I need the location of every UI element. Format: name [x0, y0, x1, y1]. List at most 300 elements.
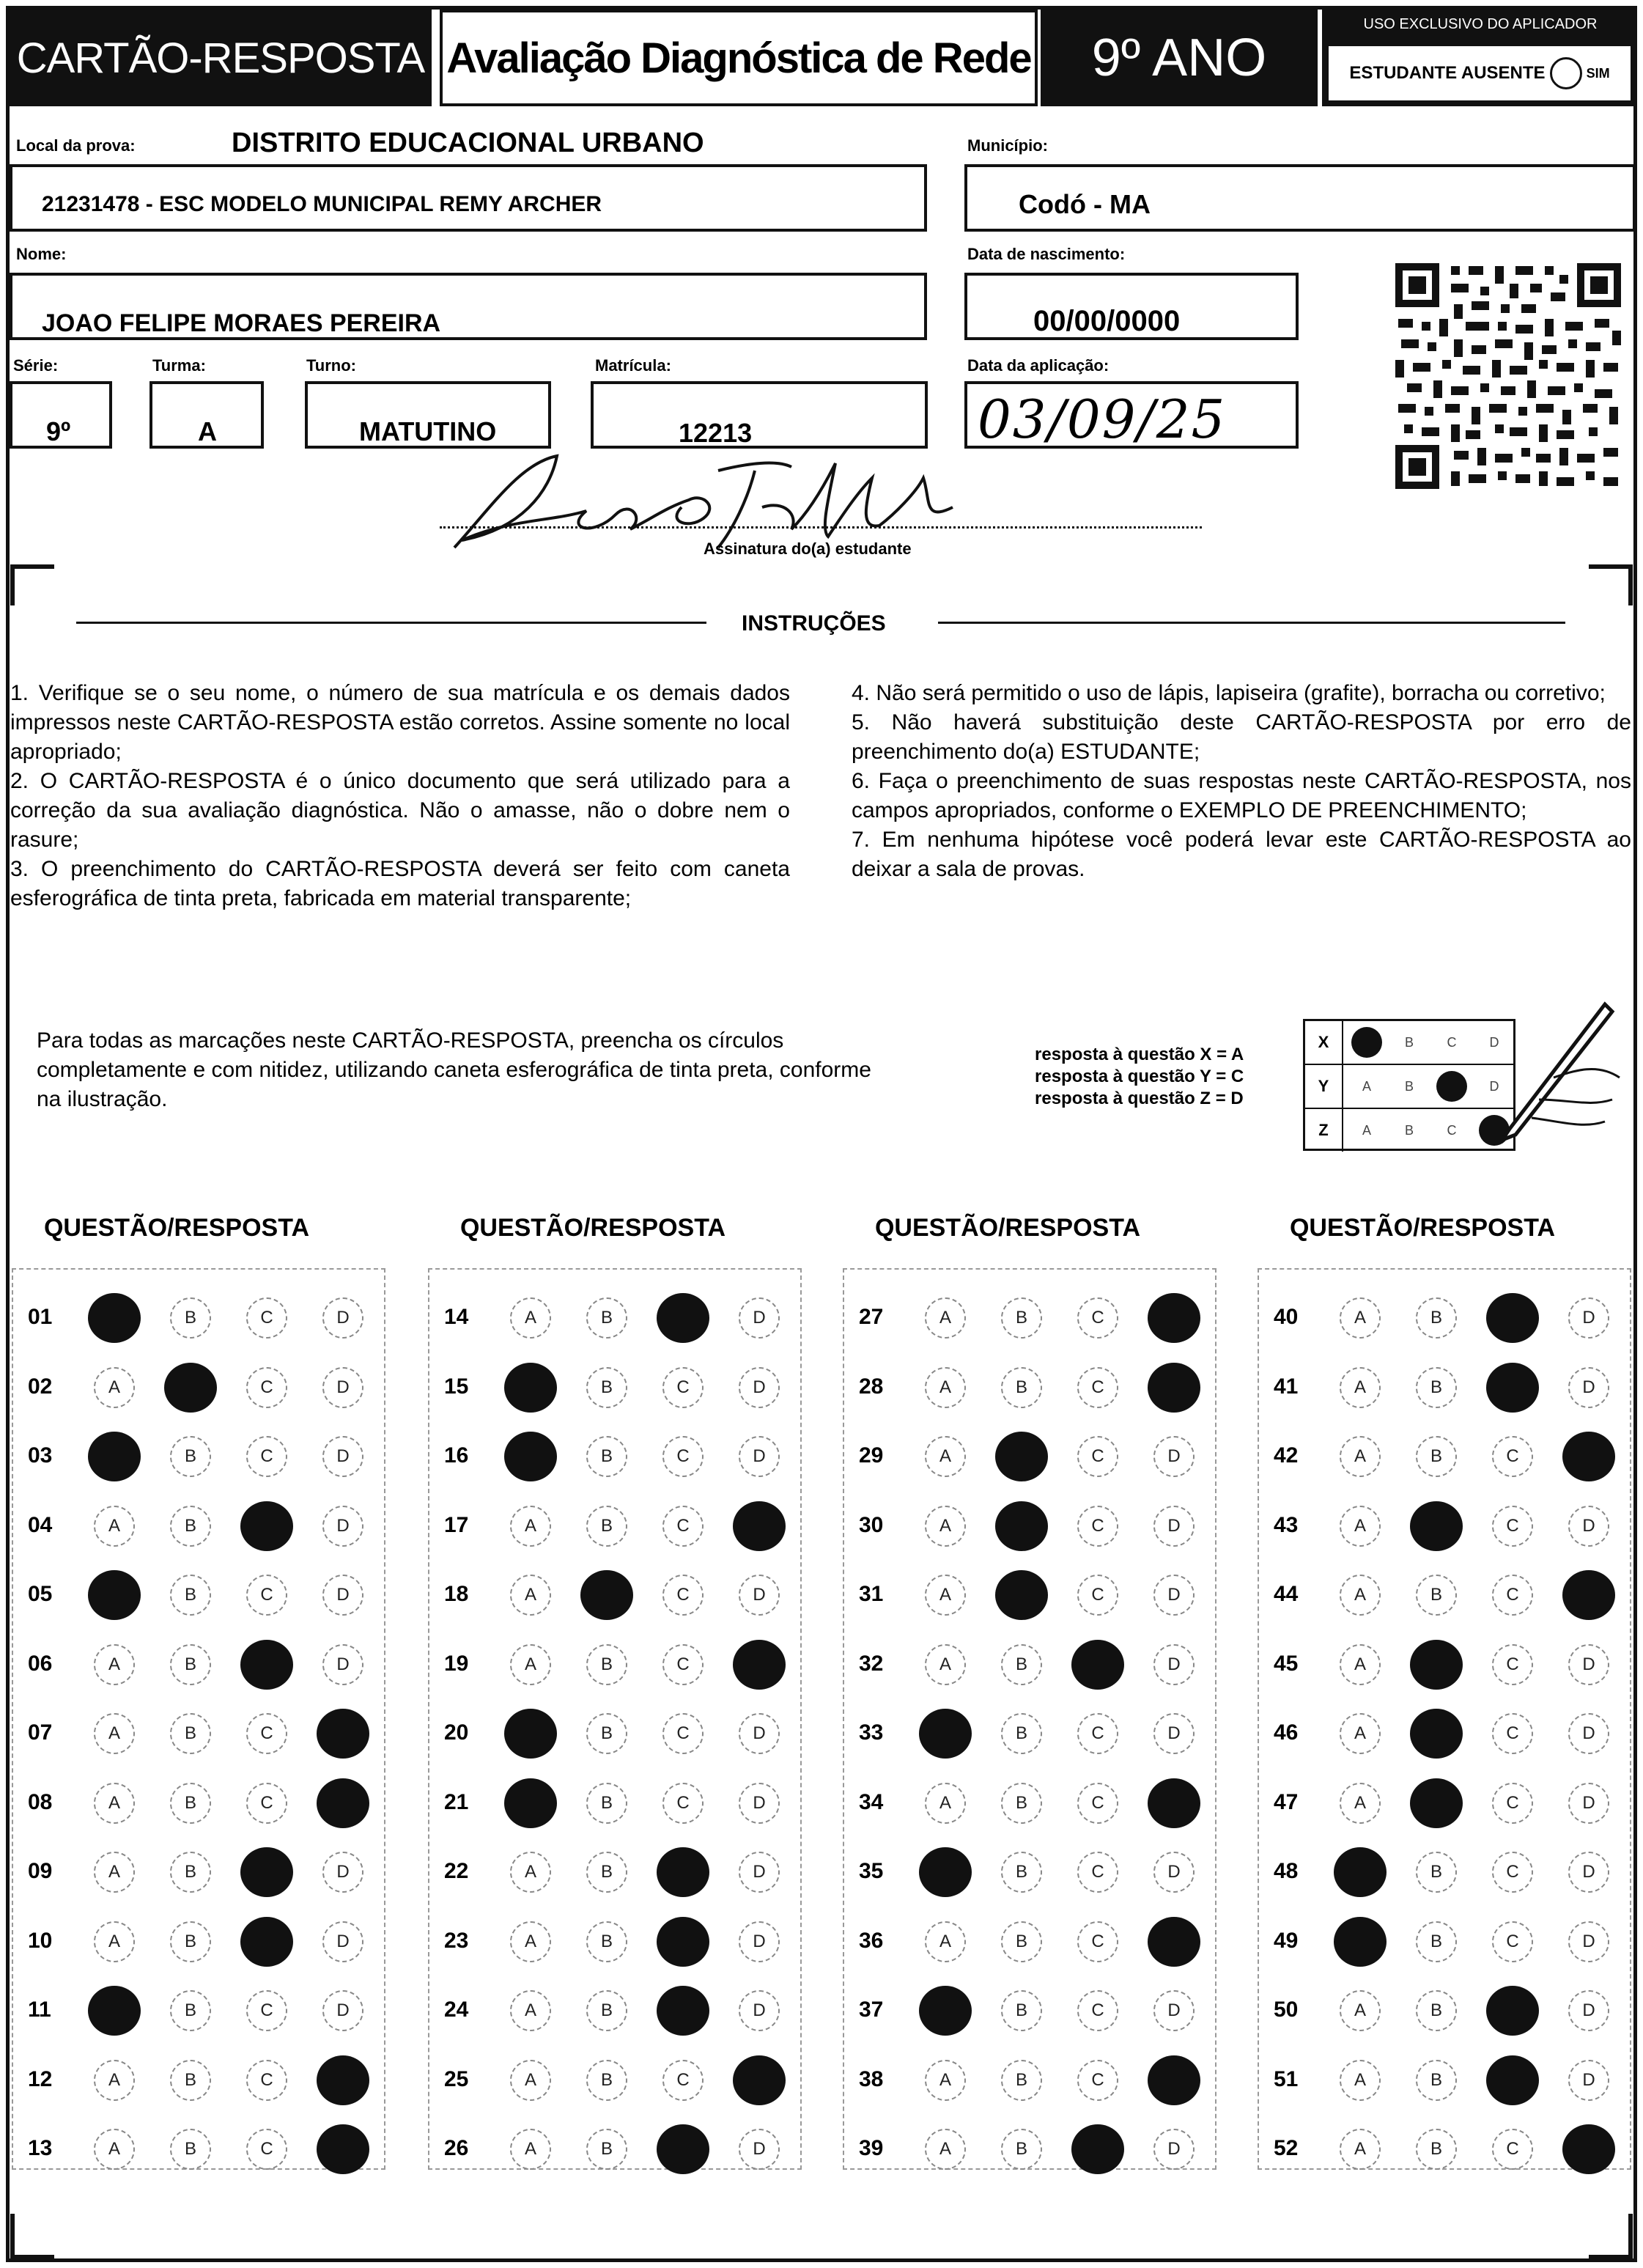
- question-number: 09: [28, 1859, 53, 1883]
- answer-bubble[interactable]: B: [1416, 1297, 1457, 1339]
- turma-value: A: [198, 416, 217, 446]
- answer-bubble[interactable]: C: [246, 1575, 287, 1616]
- answer-bubble[interactable]: C: [1077, 1436, 1118, 1477]
- answer-bubble[interactable]: D: [1153, 1575, 1195, 1616]
- answer-bubble[interactable]: A: [1340, 1783, 1381, 1824]
- filled-bubble[interactable]: [580, 1570, 633, 1620]
- filled-bubble[interactable]: [504, 1432, 557, 1481]
- question-number: 03: [28, 1443, 53, 1468]
- answer-bubble[interactable]: A: [1340, 1644, 1381, 1685]
- answer-bubble[interactable]: D: [1568, 1644, 1609, 1685]
- answer-bubble[interactable]: B: [170, 1575, 211, 1616]
- filled-bubble[interactable]: [1148, 1917, 1200, 1967]
- municipio-label: Município:: [967, 136, 1048, 155]
- answer-bubble[interactable]: D: [1568, 1852, 1609, 1893]
- serie-label: Série:: [13, 356, 59, 375]
- filled-bubble[interactable]: [1334, 1917, 1387, 1967]
- question-number: 23: [444, 1928, 469, 1953]
- answer-bubble[interactable]: C: [1492, 1783, 1533, 1824]
- answer-bubble[interactable]: D: [322, 1575, 363, 1616]
- answer-bubble[interactable]: B: [170, 1990, 211, 2031]
- answer-bubble[interactable]: B: [1416, 1990, 1457, 2031]
- filled-bubble[interactable]: [1334, 1847, 1387, 1897]
- example-filled-bubble: [1351, 1027, 1382, 1058]
- filled-bubble[interactable]: [1410, 1709, 1463, 1759]
- filled-bubble[interactable]: [240, 1640, 293, 1690]
- filled-bubble[interactable]: [995, 1570, 1048, 1620]
- filled-bubble[interactable]: [733, 2055, 786, 2105]
- filled-bubble[interactable]: [995, 1432, 1048, 1481]
- answer-bubble[interactable]: D: [739, 1436, 780, 1477]
- answer-bubble[interactable]: B: [586, 1852, 627, 1893]
- answer-bubble[interactable]: B: [170, 1506, 211, 1547]
- filled-bubble[interactable]: [919, 1709, 972, 1759]
- example-legend: [1035, 1044, 1244, 1110]
- corner-br: [1589, 2214, 1633, 2259]
- question-number: 14: [444, 1305, 469, 1329]
- answer-bubble[interactable]: A: [925, 1367, 966, 1408]
- answer-bubble[interactable]: C: [1077, 1852, 1118, 1893]
- example-option: D: [1489, 1034, 1499, 1050]
- answer-bubble[interactable]: C: [1077, 1297, 1118, 1339]
- filled-bubble[interactable]: [657, 1293, 709, 1343]
- answer-bubble[interactable]: D: [739, 2129, 780, 2170]
- answer-bubble[interactable]: C: [246, 1436, 287, 1477]
- answer-bubble[interactable]: C: [1077, 1713, 1118, 1754]
- answer-bubble[interactable]: A: [510, 1852, 551, 1893]
- answer-bubble[interactable]: C: [662, 1436, 704, 1477]
- answer-bubble[interactable]: D: [739, 1367, 780, 1408]
- instructions-right: [852, 679, 1631, 884]
- filled-bubble[interactable]: [240, 1501, 293, 1551]
- matricula-value: 12213: [679, 418, 753, 448]
- answer-bubble[interactable]: A: [510, 2060, 551, 2101]
- question-number: 25: [444, 2066, 469, 2091]
- column-title: QUESTÃO/RESPOSTA: [1289, 1214, 1556, 1242]
- filled-bubble[interactable]: [88, 1432, 141, 1481]
- filled-bubble[interactable]: [317, 1709, 369, 1759]
- answer-bubble[interactable]: C: [1077, 1921, 1118, 1962]
- answer-bubble[interactable]: C: [662, 1783, 704, 1824]
- answer-bubble[interactable]: A: [94, 1921, 135, 1962]
- filled-bubble[interactable]: [1562, 2124, 1615, 2174]
- answer-bubble[interactable]: B: [170, 1436, 211, 1477]
- answer-bubble[interactable]: D: [739, 1852, 780, 1893]
- question-number: 46: [1274, 1720, 1299, 1745]
- answer-bubble[interactable]: B: [170, 1783, 211, 1824]
- answer-bubble[interactable]: A: [1340, 2060, 1381, 2101]
- question-number: 30: [859, 1512, 884, 1537]
- answer-bubble[interactable]: C: [246, 1367, 287, 1408]
- nascimento-field: [964, 273, 1299, 340]
- qr-code: [1392, 260, 1624, 492]
- legend-x: resposta à questão X = A: [1035, 1045, 1244, 1064]
- filled-bubble[interactable]: [1486, 1293, 1539, 1343]
- answer-bubble[interactable]: A: [1340, 1436, 1381, 1477]
- filled-bubble[interactable]: [1410, 1778, 1463, 1828]
- answer-bubble[interactable]: C: [246, 2060, 287, 2101]
- answer-bubble[interactable]: A: [94, 1852, 135, 1893]
- answer-bubble[interactable]: C: [1492, 1852, 1533, 1893]
- answer-bubble[interactable]: D: [322, 1436, 363, 1477]
- answer-bubble[interactable]: B: [586, 1783, 627, 1824]
- matricula-label: Matrícula:: [595, 356, 671, 375]
- answer-bubble[interactable]: D: [1568, 1297, 1609, 1339]
- example-option: B: [1404, 1122, 1414, 1138]
- example-cell: [1345, 1021, 1389, 1064]
- question-number: 43: [1274, 1512, 1299, 1537]
- answer-bubble[interactable]: A: [94, 1506, 135, 1547]
- answer-bubble[interactable]: B: [1416, 1436, 1457, 1477]
- filled-bubble[interactable]: [657, 1847, 709, 1897]
- signature-label: Assinatura do(a) estudante: [704, 540, 912, 558]
- filled-bubble[interactable]: [1148, 1778, 1200, 1828]
- answer-bubble[interactable]: D: [1153, 2129, 1195, 2170]
- instructions-title: INSTRUÇÕES: [742, 611, 886, 636]
- question-number: 11: [28, 1998, 51, 2022]
- answer-bubble[interactable]: A: [925, 1921, 966, 1962]
- answer-bubble[interactable]: B: [586, 1436, 627, 1477]
- answer-bubble[interactable]: B: [1001, 2060, 1042, 2101]
- filled-bubble[interactable]: [1410, 1640, 1463, 1690]
- answer-bubble[interactable]: A: [925, 1644, 966, 1685]
- answer-bubble[interactable]: C: [1077, 2060, 1118, 2101]
- answer-bubble[interactable]: C: [662, 1367, 704, 1408]
- answer-bubble[interactable]: A: [510, 1506, 551, 1547]
- answer-bubble[interactable]: A: [925, 1297, 966, 1339]
- example-filled-bubble: [1436, 1071, 1467, 1102]
- question-number: 42: [1274, 1443, 1299, 1468]
- answer-bubble[interactable]: C: [1492, 1575, 1533, 1616]
- local-value: DISTRITO EDUCACIONAL URBANO: [232, 128, 704, 158]
- answer-bubble[interactable]: B: [1416, 1367, 1457, 1408]
- answer-bubble[interactable]: A: [510, 2129, 551, 2170]
- question-number: 52: [1274, 2136, 1299, 2160]
- filled-bubble[interactable]: [317, 2055, 369, 2105]
- answer-bubble[interactable]: D: [1568, 1783, 1609, 1824]
- answer-bubble[interactable]: C: [1077, 1783, 1118, 1824]
- question-number: 38: [859, 2066, 884, 2091]
- absent-bubble[interactable]: [1550, 57, 1582, 89]
- exam-title: Avaliação Diagnóstica de Rede: [440, 10, 1038, 106]
- answer-bubble[interactable]: B: [1416, 1575, 1457, 1616]
- answer-bubble[interactable]: A: [1340, 1990, 1381, 2031]
- answer-bubble[interactable]: A: [925, 1575, 966, 1616]
- answer-bubble[interactable]: A: [94, 2060, 135, 2101]
- filled-bubble[interactable]: [1071, 2124, 1124, 2174]
- answer-bubble[interactable]: C: [1492, 2129, 1533, 2170]
- answer-bubble[interactable]: A: [94, 2129, 135, 2170]
- answer-bubble[interactable]: C: [1077, 1990, 1118, 2031]
- answer-bubble[interactable]: C: [662, 1575, 704, 1616]
- answer-bubble[interactable]: C: [662, 1713, 704, 1754]
- answer-bubble[interactable]: D: [1153, 1713, 1195, 1754]
- answer-bubble[interactable]: C: [246, 1297, 287, 1339]
- answer-bubble[interactable]: D: [1153, 1852, 1195, 1893]
- answer-bubble[interactable]: C: [1077, 1506, 1118, 1547]
- instruction-1: 1. Verifique se o seu nome, o número de sua matrícula e os demais dados impressos neste CARTÃO-RESPOSTA estão corretos. Assine somente no local apropriado;: [10, 681, 790, 764]
- serie-field: [10, 381, 112, 449]
- question-number: 35: [859, 1859, 884, 1883]
- answer-bubble[interactable]: A: [510, 1575, 551, 1616]
- answer-bubble[interactable]: D: [1568, 1990, 1609, 2031]
- answer-bubble[interactable]: A: [1340, 1713, 1381, 1754]
- answer-bubble[interactable]: D: [739, 1921, 780, 1962]
- question-number: 44: [1274, 1582, 1299, 1606]
- answer-bubble[interactable]: A: [1340, 1367, 1381, 1408]
- answer-bubble[interactable]: B: [1416, 2060, 1457, 2101]
- aplicacao-label: Data da aplicação:: [967, 356, 1110, 375]
- answer-bubble[interactable]: B: [170, 1852, 211, 1893]
- answer-bubble[interactable]: A: [510, 1644, 551, 1685]
- answer-bubble[interactable]: B: [170, 2129, 211, 2170]
- answer-bubble[interactable]: B: [586, 1921, 627, 1962]
- answer-bubble[interactable]: B: [1001, 1367, 1042, 1408]
- turma-label: Turma:: [152, 356, 206, 375]
- question-number: 48: [1274, 1859, 1299, 1883]
- signature-line: [440, 526, 1202, 529]
- turno-label: Turno:: [306, 356, 357, 375]
- filled-bubble[interactable]: [733, 1501, 786, 1551]
- answer-bubble[interactable]: B: [1001, 1644, 1042, 1685]
- filled-bubble[interactable]: [1148, 1293, 1200, 1343]
- filled-bubble[interactable]: [88, 1293, 141, 1343]
- answer-bubble[interactable]: C: [662, 2060, 704, 2101]
- question-number: 16: [444, 1443, 469, 1468]
- answer-bubble[interactable]: B: [586, 2129, 627, 2170]
- answer-bubble[interactable]: B: [1416, 1921, 1457, 1962]
- question-number: 50: [1274, 1998, 1299, 2022]
- answer-bubble[interactable]: B: [586, 1506, 627, 1547]
- question-number: 41: [1274, 1374, 1299, 1399]
- answer-bubble[interactable]: A: [510, 1297, 551, 1339]
- filled-bubble[interactable]: [88, 1986, 141, 2036]
- filled-bubble[interactable]: [1486, 2055, 1539, 2105]
- answer-bubble[interactable]: C: [246, 2129, 287, 2170]
- question-number: 05: [28, 1582, 53, 1606]
- instr-rule-left: [76, 622, 706, 624]
- filled-bubble[interactable]: [504, 1709, 557, 1759]
- filled-bubble[interactable]: [240, 1847, 293, 1897]
- answer-bubble[interactable]: D: [322, 1506, 363, 1547]
- answer-bubble[interactable]: C: [1492, 1644, 1533, 1685]
- filled-bubble[interactable]: [317, 2124, 369, 2174]
- answer-bubble[interactable]: B: [586, 2060, 627, 2101]
- filled-bubble[interactable]: [657, 2124, 709, 2174]
- answer-bubble[interactable]: A: [94, 1644, 135, 1685]
- answer-bubble[interactable]: C: [1492, 1506, 1533, 1547]
- answer-bubble[interactable]: C: [246, 1990, 287, 2031]
- question-number: 07: [28, 1720, 53, 1745]
- turno-field: [305, 381, 551, 449]
- answer-bubble[interactable]: B: [1001, 2129, 1042, 2170]
- answer-bubble[interactable]: B: [586, 1713, 627, 1754]
- answer-bubble[interactable]: A: [510, 1921, 551, 1962]
- filled-bubble[interactable]: [1071, 1640, 1124, 1690]
- answer-bubble[interactable]: C: [246, 1713, 287, 1754]
- answer-bubble[interactable]: A: [925, 2129, 966, 2170]
- answer-bubble[interactable]: D: [739, 1783, 780, 1824]
- absent-label: ESTUDANTE AUSENTE: [1349, 63, 1546, 83]
- answer-bubble[interactable]: B: [586, 1990, 627, 2031]
- question-number: 37: [859, 1998, 884, 2022]
- question-number: 45: [1274, 1651, 1299, 1676]
- example-option: B: [1404, 1034, 1414, 1050]
- filled-bubble[interactable]: [504, 1778, 557, 1828]
- answer-bubble[interactable]: B: [586, 1297, 627, 1339]
- filled-bubble[interactable]: [317, 1778, 369, 1828]
- filled-bubble[interactable]: [88, 1570, 141, 1620]
- filled-bubble[interactable]: [1486, 1363, 1539, 1413]
- answer-bubble[interactable]: B: [1001, 1921, 1042, 1962]
- answer-bubble[interactable]: B: [170, 1297, 211, 1339]
- answer-bubble[interactable]: A: [1340, 1506, 1381, 1547]
- pen-icon: [1466, 990, 1627, 1151]
- filled-bubble[interactable]: [733, 1640, 786, 1690]
- answer-bubble[interactable]: C: [1492, 1713, 1533, 1754]
- question-number: 29: [859, 1443, 884, 1468]
- answer-bubble[interactable]: D: [322, 1921, 363, 1962]
- answer-bubble[interactable]: D: [1568, 1921, 1609, 1962]
- answer-bubble[interactable]: C: [1077, 1575, 1118, 1616]
- answer-bubble[interactable]: C: [1077, 1367, 1118, 1408]
- example-option: B: [1404, 1078, 1414, 1094]
- filled-bubble[interactable]: [164, 1363, 217, 1413]
- answer-bubble[interactable]: D: [322, 1852, 363, 1893]
- answer-bubble[interactable]: A: [1340, 1575, 1381, 1616]
- nome-field: [10, 273, 927, 340]
- answer-bubble[interactable]: D: [322, 1644, 363, 1685]
- filled-bubble[interactable]: [1148, 2055, 1200, 2105]
- question-number: 13: [28, 2136, 53, 2160]
- question-number: 04: [28, 1512, 53, 1537]
- answer-bubble[interactable]: B: [586, 1367, 627, 1408]
- answer-bubble[interactable]: B: [170, 1921, 211, 1962]
- question-number: 49: [1274, 1928, 1299, 1953]
- answer-bubble[interactable]: D: [1568, 1367, 1609, 1408]
- answer-bubble[interactable]: C: [246, 1783, 287, 1824]
- answer-bubble[interactable]: B: [170, 2060, 211, 2101]
- answer-bubble[interactable]: B: [1416, 2129, 1457, 2170]
- answer-bubble[interactable]: A: [94, 1783, 135, 1824]
- question-number: 18: [444, 1582, 469, 1606]
- answer-bubble[interactable]: C: [662, 1506, 704, 1547]
- aplicacao-value: 03/09/25: [978, 389, 1227, 450]
- column-title: QUESTÃO/RESPOSTA: [459, 1214, 726, 1242]
- question-number: 22: [444, 1859, 469, 1883]
- answer-bubble[interactable]: D: [1568, 2060, 1609, 2101]
- answer-bubble[interactable]: D: [322, 1367, 363, 1408]
- question-number: 17: [444, 1512, 469, 1537]
- instruction-5: 5. Não haverá substituição deste CARTÃO-RESPOSTA por erro de preenchimento do(a) ESTUDANTE;: [852, 710, 1631, 764]
- answer-bubble[interactable]: A: [510, 1990, 551, 2031]
- applicator-label: USO EXCLUSIVO DO APLICADOR: [1363, 16, 1598, 32]
- legend-z: resposta à questão Z = D: [1035, 1089, 1244, 1108]
- filled-bubble[interactable]: [995, 1501, 1048, 1551]
- question-number: 47: [1274, 1789, 1299, 1814]
- answer-bubble[interactable]: B: [586, 1644, 627, 1685]
- example-option: D: [1489, 1078, 1499, 1094]
- example-text: Para todas as marcações neste CARTÃO-RESPOSTA, preencha os círculos completamente e com nitidez, utilizando caneta esferográfica de tinta preta, conforme na ilustração.: [37, 1028, 871, 1111]
- answer-bubble[interactable]: D: [1568, 1713, 1609, 1754]
- answer-bubble[interactable]: B: [170, 1644, 211, 1685]
- answer-bubble[interactable]: D: [1153, 1990, 1195, 2031]
- example-row-label: Y: [1305, 1065, 1343, 1108]
- answer-bubble[interactable]: D: [739, 1713, 780, 1754]
- answer-bubble[interactable]: A: [94, 1713, 135, 1754]
- question-number: 12: [28, 2066, 53, 2091]
- answer-bubble[interactable]: D: [322, 1990, 363, 2031]
- question-number: 26: [444, 2136, 469, 2160]
- answer-bubble[interactable]: D: [1153, 1436, 1195, 1477]
- filled-bubble[interactable]: [504, 1363, 557, 1413]
- answer-bubble[interactable]: B: [1001, 1783, 1042, 1824]
- example-option: A: [1362, 1122, 1371, 1138]
- question-number: 40: [1274, 1305, 1299, 1329]
- answer-bubble[interactable]: D: [1568, 1506, 1609, 1547]
- answer-bubble[interactable]: B: [1001, 1990, 1042, 2031]
- answer-bubble[interactable]: D: [739, 1297, 780, 1339]
- answer-bubble[interactable]: B: [1001, 1713, 1042, 1754]
- answer-bubble[interactable]: A: [925, 1506, 966, 1547]
- answer-bubble[interactable]: D: [1153, 1644, 1195, 1685]
- question-number: 31: [859, 1582, 884, 1606]
- filled-bubble[interactable]: [1410, 1501, 1463, 1551]
- answer-bubble[interactable]: A: [94, 1367, 135, 1408]
- answer-bubble[interactable]: D: [739, 1990, 780, 2031]
- filled-bubble[interactable]: [1562, 1570, 1615, 1620]
- answer-bubble[interactable]: A: [925, 1783, 966, 1824]
- answer-bubble[interactable]: B: [170, 1713, 211, 1754]
- filled-bubble[interactable]: [919, 1986, 972, 2036]
- school-value: 21231478 - ESC MODELO MUNICIPAL REMY ARCHER: [42, 192, 602, 216]
- question-number: 27: [859, 1305, 884, 1329]
- question-number: 32: [859, 1651, 884, 1676]
- turma-field: [149, 381, 264, 449]
- filled-bubble[interactable]: [657, 1917, 709, 1967]
- answer-bubble[interactable]: C: [1492, 1921, 1533, 1962]
- school-field: [10, 164, 927, 232]
- instruction-6: 6. Faça o preenchimento de suas respostas neste CARTÃO-RESPOSTA, nos campos apropriados, conforme o EXEMPLO DE PREENCHIMENTO;: [852, 769, 1631, 822]
- answer-bubble[interactable]: B: [1416, 1852, 1457, 1893]
- instruction-4: 4. Não será permitido o uso de lápis, lapiseira (grafite), borracha ou corretivo;: [852, 681, 1606, 705]
- aplicacao-field: [964, 381, 1299, 449]
- answer-bubble[interactable]: A: [1340, 2129, 1381, 2170]
- question-number: 19: [444, 1651, 469, 1676]
- filled-bubble[interactable]: [657, 1986, 709, 2036]
- filled-bubble[interactable]: [919, 1847, 972, 1897]
- answer-bubble[interactable]: B: [1001, 1852, 1042, 1893]
- nome-label: Nome:: [16, 245, 67, 263]
- filled-bubble[interactable]: [1486, 1986, 1539, 2036]
- absent-option: SIM: [1586, 65, 1610, 81]
- answer-bubble[interactable]: B: [1001, 1297, 1042, 1339]
- answer-bubble[interactable]: A: [1340, 1297, 1381, 1339]
- answer-bubble[interactable]: D: [322, 1297, 363, 1339]
- question-number: 33: [859, 1720, 884, 1745]
- answer-bubble[interactable]: D: [1153, 1506, 1195, 1547]
- example-option: C: [1447, 1034, 1457, 1050]
- filled-bubble[interactable]: [240, 1917, 293, 1967]
- answer-bubble[interactable]: A: [925, 1436, 966, 1477]
- column-title: QUESTÃO/RESPOSTA: [874, 1214, 1141, 1242]
- answer-bubble[interactable]: D: [739, 1575, 780, 1616]
- filled-bubble[interactable]: [1148, 1363, 1200, 1413]
- filled-bubble[interactable]: [1562, 1432, 1615, 1481]
- answer-bubble[interactable]: A: [925, 2060, 966, 2101]
- answer-bubble[interactable]: C: [662, 1644, 704, 1685]
- answer-bubble[interactable]: C: [1492, 1436, 1533, 1477]
